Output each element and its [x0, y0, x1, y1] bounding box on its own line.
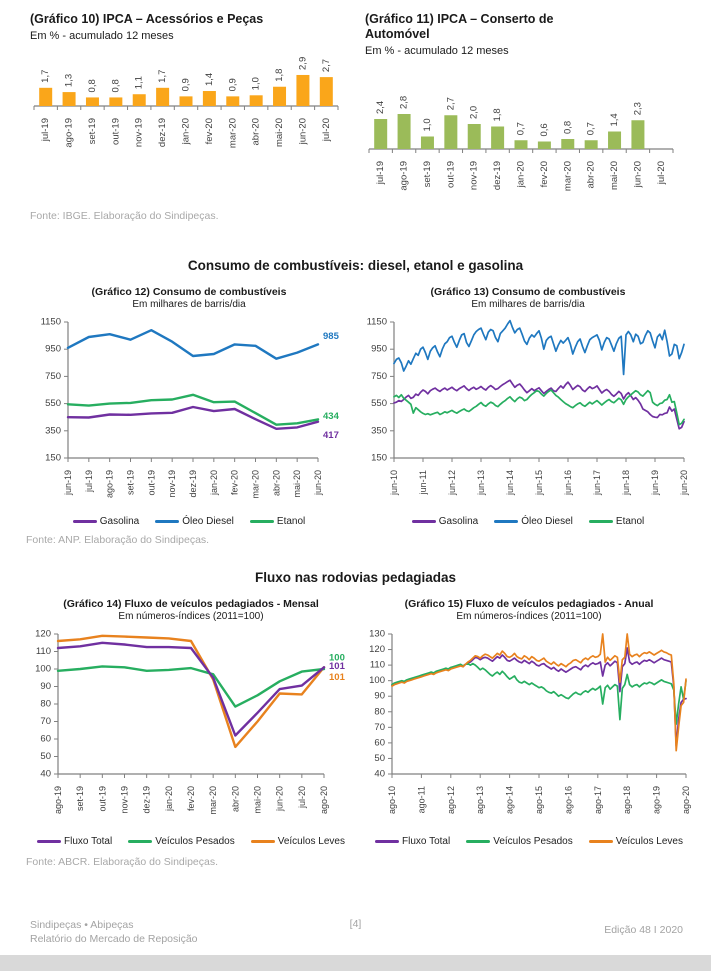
legend-swatch — [589, 840, 613, 843]
svg-text:110: 110 — [369, 659, 385, 671]
svg-text:out-19: out-19 — [445, 160, 457, 188]
svg-text:80: 80 — [40, 698, 51, 710]
legend-item-ve-culos-leves — [251, 836, 345, 847]
g10-bar — [226, 96, 239, 106]
legend-swatch — [155, 520, 179, 523]
svg-text:ago-13: ago-13 — [475, 786, 486, 815]
svg-text:550: 550 — [371, 398, 387, 410]
legend-swatch — [251, 840, 275, 843]
g11-bar — [444, 115, 457, 149]
svg-text:jun-16: jun-16 — [563, 470, 573, 496]
svg-text:60: 60 — [374, 737, 385, 749]
legend-swatch — [73, 520, 97, 523]
legend-label: Veículos Leves — [615, 836, 683, 847]
grafico-10-subtitle: Em % - acumulado 12 meses — [30, 29, 174, 42]
svg-text:jan-20: jan-20 — [515, 160, 527, 187]
svg-text:set-19: set-19 — [75, 786, 86, 812]
svg-text:90: 90 — [40, 681, 51, 692]
svg-text:dez-19: dez-19 — [157, 117, 169, 147]
g10-bar — [39, 88, 52, 106]
grafico-11-subtitle: Em % - acumulado 12 meses — [365, 44, 509, 57]
g13-svg — [358, 314, 692, 512]
svg-text:jun-14: jun-14 — [505, 470, 515, 496]
svg-text:out-19: out-19 — [97, 786, 108, 812]
footer-org: Sindipeças • Abipeças — [30, 919, 134, 931]
svg-text:jun-10: jun-10 — [389, 470, 399, 496]
svg-text:jun-15: jun-15 — [534, 470, 544, 496]
legend-item-fluxo-total — [375, 836, 450, 847]
grafico-15-legend — [356, 836, 702, 847]
svg-text:mai-20: mai-20 — [252, 786, 263, 814]
svg-text:nov-19: nov-19 — [119, 786, 130, 814]
g15-axis — [369, 629, 686, 780]
g15-svg — [356, 626, 694, 832]
svg-text:0,7: 0,7 — [515, 121, 527, 135]
grafico-11-block — [365, 12, 685, 213]
svg-text:1,0: 1,0 — [421, 117, 433, 131]
svg-text:jan-20: jan-20 — [163, 786, 174, 812]
svg-text:set-19: set-19 — [86, 117, 98, 145]
g14-series-0 — [58, 643, 324, 736]
svg-text:out-19: out-19 — [110, 117, 122, 145]
bottom-band — [0, 955, 711, 971]
svg-text:60: 60 — [40, 733, 51, 745]
svg-text:2,8: 2,8 — [398, 95, 410, 109]
legend-swatch — [250, 520, 274, 523]
svg-text:set-19: set-19 — [421, 160, 433, 187]
svg-text:0,9: 0,9 — [180, 77, 192, 92]
legend-label: Etanol — [276, 516, 306, 527]
g11-bar — [585, 140, 598, 149]
g10-bar — [86, 97, 99, 106]
g10-bar — [180, 96, 193, 106]
fonte-anp: Fonte: ANP. Elaboração do Sindipeças. — [26, 534, 210, 546]
svg-text:130: 130 — [369, 628, 385, 640]
g13-series-2 — [394, 390, 684, 425]
g11-bar — [515, 140, 528, 149]
svg-text:jun-19: jun-19 — [650, 470, 660, 496]
g14-axis — [35, 629, 324, 780]
legend-swatch — [466, 840, 490, 843]
svg-text:1,4: 1,4 — [609, 112, 621, 126]
svg-text:ago-12: ago-12 — [445, 786, 456, 815]
svg-text:jul-19: jul-19 — [83, 470, 94, 493]
svg-text:mar-20: mar-20 — [562, 160, 574, 191]
svg-text:550: 550 — [45, 398, 61, 410]
svg-text:abr-20: abr-20 — [271, 470, 282, 497]
legend-label: Fluxo Total — [402, 836, 451, 847]
svg-text:abr-20: abr-20 — [250, 117, 262, 146]
grafico-15-title: (Gráfico 15) Fluxo de veículos pedagiados - Anual — [404, 598, 654, 610]
g14-svg — [24, 626, 354, 832]
legend-label: Gasolina — [99, 516, 140, 527]
svg-text:1,8: 1,8 — [274, 68, 286, 82]
g14-end-label: 101 — [329, 671, 345, 683]
svg-text:ago-20: ago-20 — [681, 786, 691, 815]
grafico-10-title: (Gráfico 10) IPCA – Acessórios e Peças — [30, 12, 264, 26]
svg-text:1150: 1150 — [40, 316, 61, 328]
svg-text:2,9: 2,9 — [297, 56, 309, 70]
svg-text:110: 110 — [35, 646, 51, 657]
g11-bar — [491, 126, 504, 149]
g10-bar — [63, 92, 76, 106]
svg-text:jun-20: jun-20 — [313, 470, 323, 496]
grafico-15-subtitle: Em números-índices (2011=100) — [456, 611, 602, 622]
legend-label: Óleo Diesel — [182, 516, 234, 527]
svg-text:jun-20: jun-20 — [679, 470, 689, 496]
svg-text:1,7: 1,7 — [157, 69, 169, 83]
g11-bar — [398, 114, 411, 149]
g11-bar — [468, 124, 481, 149]
legend-item-etanol — [250, 516, 305, 527]
grafico-12-legend — [26, 516, 352, 527]
legend-swatch — [494, 520, 518, 523]
g10-axis — [34, 106, 338, 110]
svg-text:120: 120 — [369, 644, 385, 656]
svg-text:0,8: 0,8 — [562, 120, 574, 134]
svg-text:mar-20: mar-20 — [250, 470, 261, 499]
g10-bar — [203, 91, 216, 106]
svg-text:0,8: 0,8 — [86, 78, 98, 93]
svg-text:150: 150 — [371, 452, 387, 464]
svg-text:750: 750 — [371, 370, 387, 382]
svg-text:2,7: 2,7 — [445, 96, 457, 110]
svg-text:0,9: 0,9 — [227, 77, 239, 92]
svg-text:0,8: 0,8 — [110, 78, 122, 93]
grafico-14-title: (Gráfico 14) Fluxo de veículos pedagiados - Mensal — [63, 598, 319, 610]
legend-item-etanol — [589, 516, 644, 527]
page-number: [4] — [349, 918, 362, 930]
svg-text:2,7: 2,7 — [320, 58, 332, 72]
svg-text:1,3: 1,3 — [63, 73, 75, 87]
grafico-13-legend — [358, 516, 698, 527]
g12-end-label: 434 — [323, 410, 339, 422]
legend-item-ve-culos-leves — [589, 836, 683, 847]
g11-bar — [538, 141, 551, 149]
fonte-ibge: Fonte: IBGE. Elaboração do Sindipeças. — [30, 210, 219, 222]
grafico-10-block — [30, 12, 350, 186]
svg-text:dez-19: dez-19 — [141, 786, 152, 814]
g12-end-label: 985 — [323, 330, 339, 342]
svg-text:100: 100 — [369, 675, 385, 687]
svg-text:0,7: 0,7 — [585, 121, 597, 135]
svg-text:abr-20: abr-20 — [585, 160, 597, 188]
grafico-14-block — [24, 598, 358, 847]
svg-text:ago-18: ago-18 — [622, 786, 633, 815]
svg-text:50: 50 — [40, 751, 51, 762]
svg-text:ago-19: ago-19 — [398, 160, 410, 191]
legend-label: Fluxo Total — [64, 836, 113, 847]
legend-item-gasolina — [412, 516, 478, 527]
svg-text:90: 90 — [374, 690, 385, 702]
svg-text:1,4: 1,4 — [203, 72, 215, 86]
legend-label: Gasolina — [438, 516, 479, 527]
g10-bar — [273, 86, 286, 105]
g10-bar — [320, 77, 333, 106]
g15-series-0 — [392, 648, 686, 746]
footer-report-name: Relatório do Mercado de Reposição — [30, 933, 198, 946]
g12-series-1 — [68, 330, 318, 359]
fuels-section-heading: Consumo de combustíveis: diesel, etanol e gasolina — [187, 258, 524, 273]
svg-text:ago-20: ago-20 — [319, 786, 329, 815]
svg-text:dez-19: dez-19 — [188, 470, 198, 498]
svg-text:jun-12: jun-12 — [447, 470, 457, 496]
legend-item-fluxo-total — [37, 836, 112, 847]
g11-bar — [608, 131, 621, 149]
g14-end-label: 100 — [329, 652, 345, 664]
svg-text:nov-19: nov-19 — [468, 160, 480, 190]
toll-section-heading: Fluxo nas rodovias pedagiadas — [254, 570, 457, 585]
svg-text:fev-20: fev-20 — [203, 117, 215, 145]
legend-item-ve-culos-pesados — [466, 836, 573, 847]
svg-text:80: 80 — [374, 706, 385, 718]
legend-item--leo-diesel — [494, 516, 573, 527]
svg-text:jul-20: jul-20 — [655, 160, 667, 184]
grafico-12-subtitle: Em milhares de barris/dia — [132, 299, 246, 310]
svg-text:jun-20: jun-20 — [274, 786, 285, 812]
svg-text:1,0: 1,0 — [250, 76, 262, 91]
grafico-15-block — [356, 598, 702, 847]
legend-swatch — [412, 520, 436, 523]
fonte-abcr: Fonte: ABCR. Elaboração do Sindipeças. — [26, 856, 219, 868]
svg-text:mai-20: mai-20 — [274, 117, 286, 147]
svg-text:50: 50 — [374, 752, 385, 764]
g10-bar — [156, 88, 169, 106]
legend-label: Óleo Diesel — [521, 516, 573, 527]
grafico-11-plot — [365, 61, 685, 213]
grafico-11-title: (Gráfico 11) IPCA – Conserto de Automóvel — [365, 12, 554, 41]
legend-label: Veículos Leves — [277, 836, 345, 847]
g10-bar — [133, 94, 146, 106]
g15-series-2 — [392, 634, 686, 751]
g13-series-1 — [394, 321, 684, 375]
footer-edition: Edição 48 I 2020 — [604, 924, 683, 936]
svg-text:mar-20: mar-20 — [208, 786, 219, 815]
grafico-13-subtitle: Em milhares de barris/dia — [471, 299, 585, 310]
g14-series-2 — [58, 636, 324, 747]
svg-text:jun-11: jun-11 — [418, 470, 428, 495]
g11-bar — [421, 136, 434, 149]
g10-svg — [30, 46, 348, 186]
svg-text:950: 950 — [371, 343, 387, 355]
grafico-12-block — [26, 286, 352, 527]
legend-label: Veículos Pesados — [493, 836, 573, 847]
legend-swatch — [37, 840, 61, 843]
g11-bar — [374, 119, 387, 149]
svg-text:40: 40 — [40, 768, 51, 780]
grafico-14-subtitle: Em números-índices (2011=100) — [118, 611, 264, 622]
svg-text:jun-20: jun-20 — [297, 117, 309, 145]
g12-svg — [26, 314, 348, 512]
svg-text:ago-11: ago-11 — [416, 786, 427, 814]
svg-text:jan-20: jan-20 — [208, 470, 219, 496]
svg-text:1,7: 1,7 — [40, 69, 52, 83]
svg-text:950: 950 — [45, 343, 61, 355]
svg-text:dez-19: dez-19 — [492, 160, 504, 190]
grafico-12-title: (Gráfico 12) Consumo de combustíveis — [91, 286, 287, 298]
svg-text:150: 150 — [45, 452, 61, 464]
svg-text:fev-20: fev-20 — [538, 160, 550, 187]
svg-text:ago-16: ago-16 — [563, 786, 574, 815]
g11-bar — [561, 139, 574, 149]
g14-end-label: 101 — [329, 660, 345, 672]
svg-text:ago-10: ago-10 — [387, 786, 397, 815]
g12-axis — [41, 317, 318, 464]
g10-bar — [250, 95, 263, 106]
svg-text:ago-15: ago-15 — [534, 786, 544, 815]
svg-text:2,4: 2,4 — [375, 100, 387, 114]
legend-label: Veículos Pesados — [155, 836, 235, 847]
svg-text:2,3: 2,3 — [632, 101, 644, 115]
svg-text:ago-19: ago-19 — [53, 786, 63, 815]
legend-swatch — [375, 840, 399, 843]
svg-text:750: 750 — [45, 370, 61, 382]
svg-text:2,0: 2,0 — [468, 105, 480, 119]
svg-text:jul-19: jul-19 — [40, 117, 52, 141]
grafico-12-plot — [26, 314, 352, 512]
legend-label: Etanol — [615, 516, 645, 527]
svg-text:jul-19: jul-19 — [375, 160, 387, 184]
svg-text:jun-13: jun-13 — [476, 470, 486, 496]
legend-swatch — [589, 520, 613, 523]
g12-end-label: 417 — [323, 430, 339, 442]
svg-text:jun-17: jun-17 — [592, 470, 602, 496]
grafico-13-block — [358, 286, 698, 527]
grafico-13-plot — [358, 314, 698, 512]
svg-text:abr-20: abr-20 — [230, 786, 241, 813]
svg-text:nov-19: nov-19 — [133, 117, 145, 147]
svg-text:350: 350 — [45, 425, 61, 437]
svg-text:mar-20: mar-20 — [227, 117, 239, 148]
grafico-15-plot — [356, 626, 702, 832]
g10-bar — [109, 97, 122, 106]
svg-text:jan-20: jan-20 — [180, 117, 192, 145]
svg-text:1,1: 1,1 — [133, 75, 145, 89]
svg-text:mai-20: mai-20 — [292, 470, 303, 498]
svg-text:70: 70 — [40, 716, 51, 727]
svg-text:jun-20: jun-20 — [632, 160, 644, 187]
g14-series-1 — [58, 666, 324, 706]
svg-text:120: 120 — [35, 628, 51, 640]
g11-bar — [631, 120, 644, 149]
svg-text:ago-19: ago-19 — [104, 470, 115, 499]
g12-series-2 — [68, 395, 318, 425]
svg-text:set-19: set-19 — [125, 470, 136, 496]
svg-text:mai-20: mai-20 — [609, 160, 621, 190]
svg-text:ago-14: ago-14 — [504, 786, 515, 815]
svg-text:70: 70 — [374, 721, 385, 733]
g13-series-0 — [394, 380, 684, 429]
svg-text:nov-19: nov-19 — [167, 470, 178, 498]
svg-text:fev-20: fev-20 — [186, 786, 196, 812]
grafico-13-title: (Gráfico 13) Consumo de combustíveis — [430, 286, 626, 298]
grafico-14-legend — [24, 836, 358, 847]
svg-text:0,6: 0,6 — [538, 122, 550, 136]
svg-text:100: 100 — [35, 663, 51, 675]
legend-item-ve-culos-pesados — [128, 836, 235, 847]
svg-text:out-19: out-19 — [146, 470, 157, 496]
grafico-14-plot — [24, 626, 358, 832]
svg-text:40: 40 — [374, 768, 385, 780]
svg-text:ago-17: ago-17 — [592, 786, 603, 815]
svg-text:jul-20: jul-20 — [296, 786, 307, 809]
g11-svg — [365, 61, 683, 213]
svg-text:jun-19: jun-19 — [63, 470, 73, 496]
g10-bar — [296, 75, 309, 106]
legend-item-gasolina — [73, 516, 139, 527]
svg-text:1,8: 1,8 — [492, 107, 504, 121]
g11-axis — [369, 149, 673, 153]
svg-text:ago-19: ago-19 — [63, 117, 75, 148]
svg-text:ago-19: ago-19 — [651, 786, 662, 815]
svg-text:350: 350 — [371, 425, 387, 437]
svg-text:jun-18: jun-18 — [621, 470, 631, 496]
legend-item--leo-diesel — [155, 516, 234, 527]
grafico-10-plot — [30, 46, 350, 186]
svg-text:jul-20: jul-20 — [320, 117, 332, 141]
svg-text:fev-20: fev-20 — [229, 470, 240, 496]
svg-text:1150: 1150 — [366, 316, 387, 328]
legend-swatch — [128, 840, 152, 843]
